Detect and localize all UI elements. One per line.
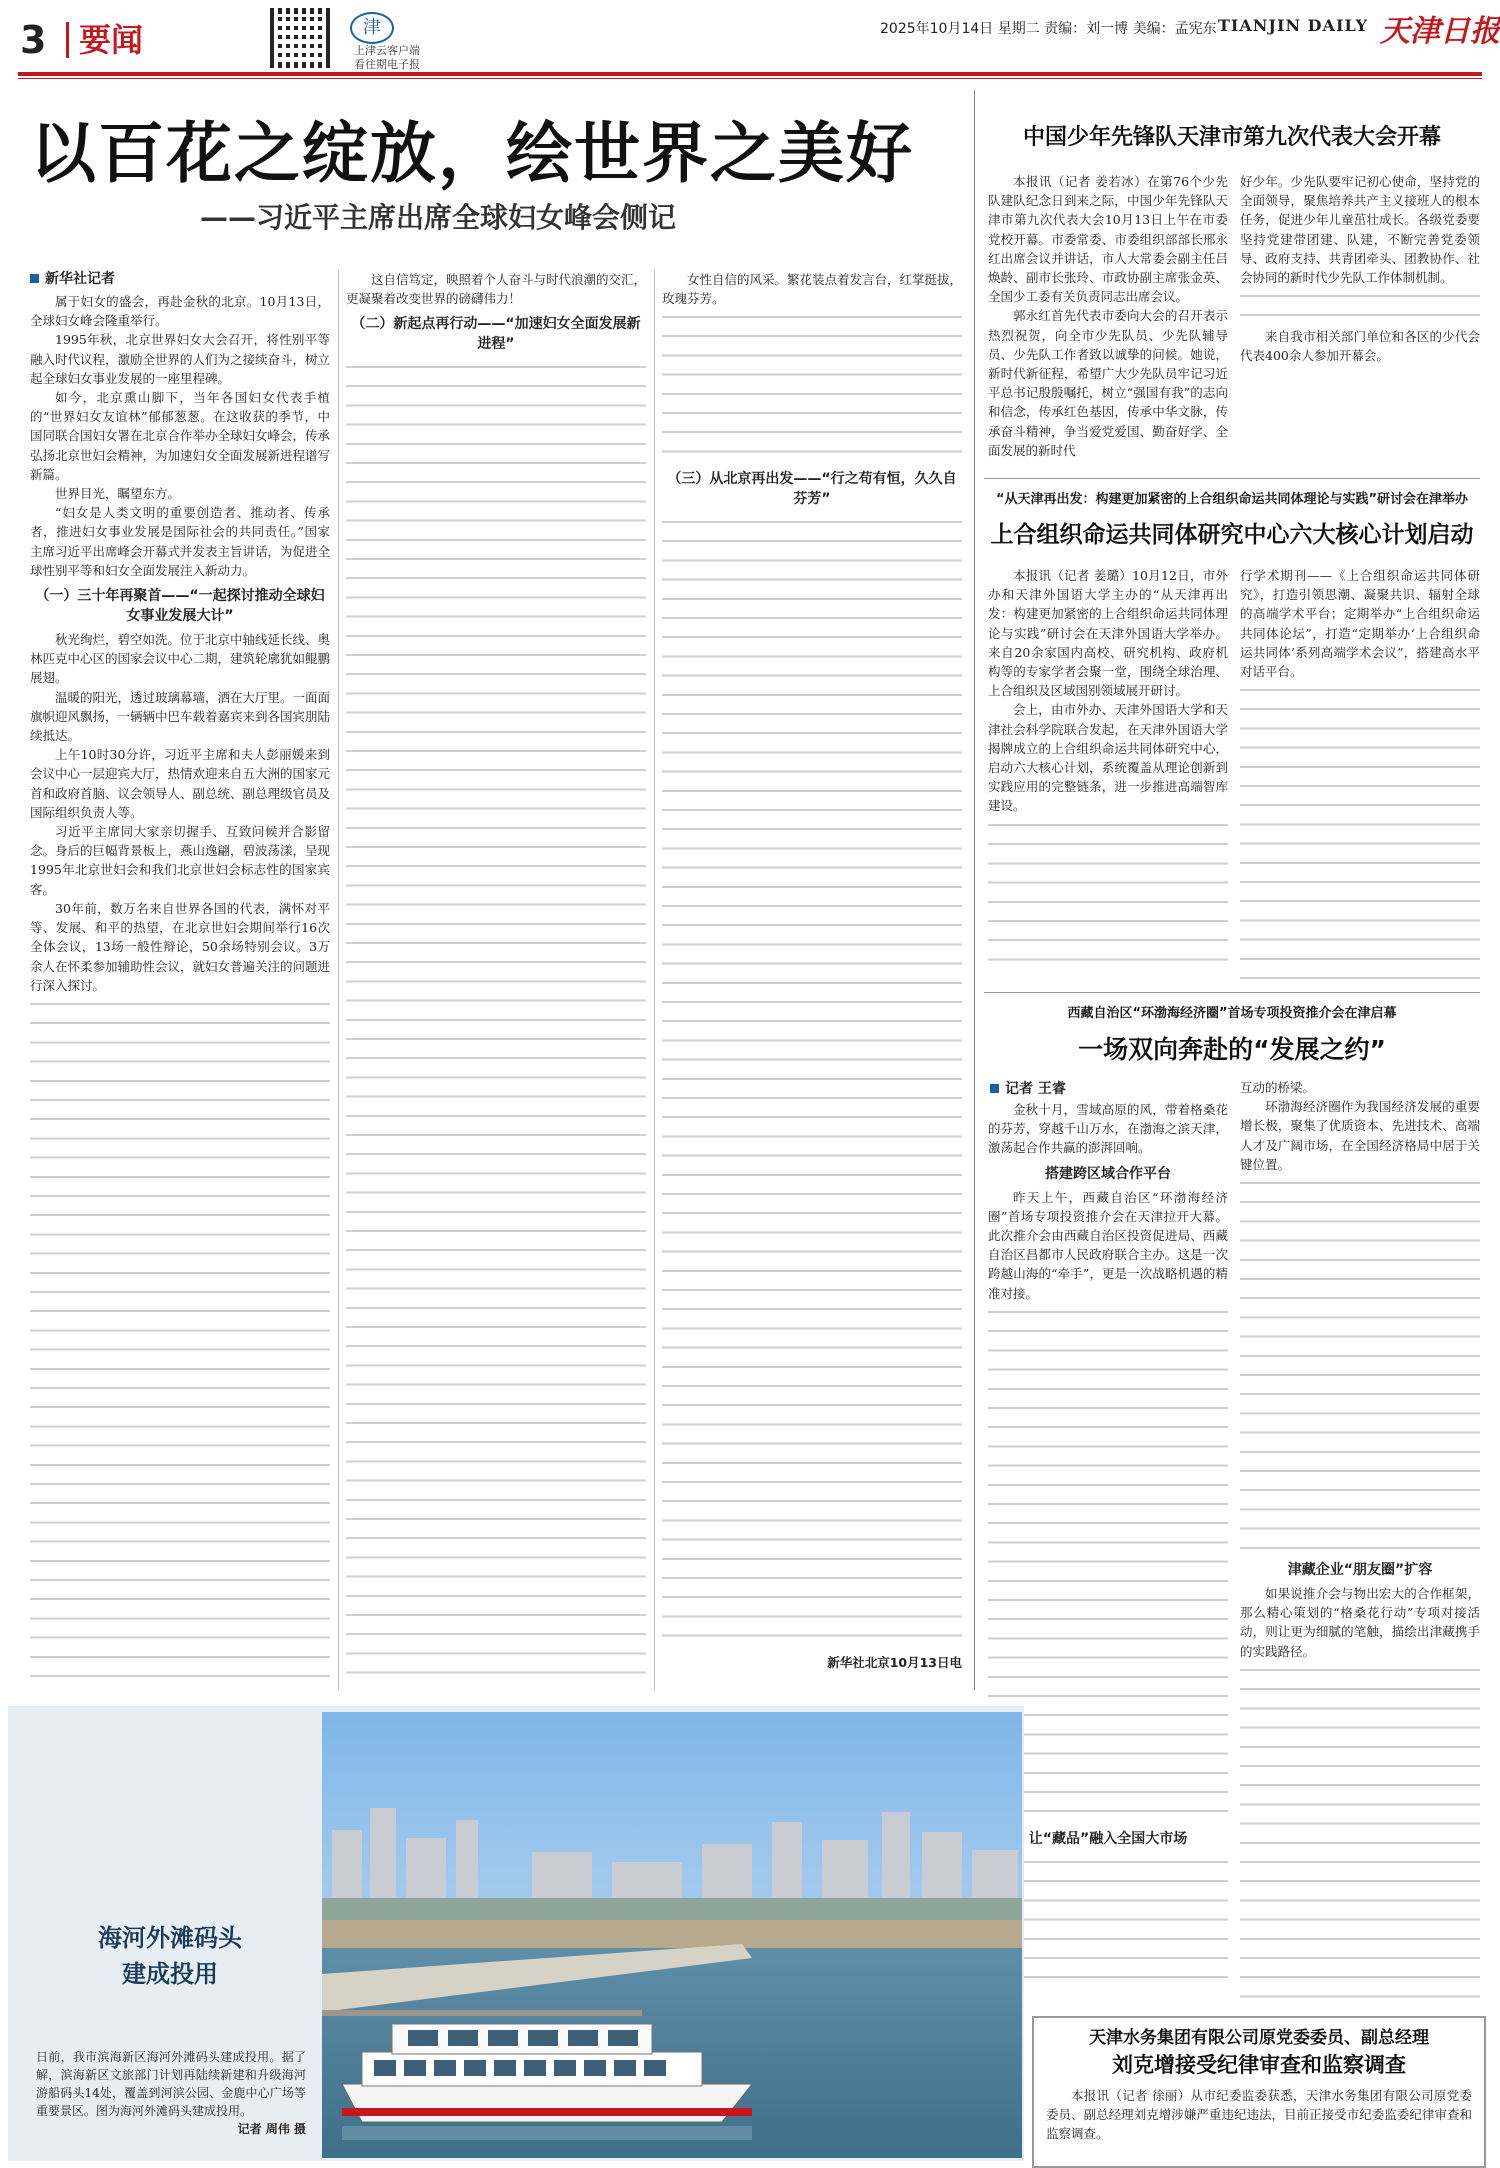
notice-headline-line1: 天津水务集团有限公司原党委委员、副总经理 — [1089, 2028, 1429, 2048]
paper-name-en: TIANJIN DAILY — [1218, 16, 1369, 35]
paragraph: 如果说推介会与物出宏大的合作框架，那么精心策划的“格桑花行动”专项对接活动，则让更为细腻的笔触，描绘出津藏携手的实践路径。 — [1240, 1586, 1480, 1659]
paragraph: 昨天上午，西藏自治区“环渤海经济圈”首场专项投资推介会在天津拉开大幕。此次推介会由西藏自治区投资促进局、西藏自治区昌都市人民政府联合主办。这是一次跨越山海的“牵手”，更是一次战略机遇的精准对接。 — [988, 1189, 1228, 1301]
tibet-subhead-3: 津藏企业“朋友圈”扩容 — [1287, 1562, 1433, 1579]
haihe-wharf-photo — [322, 1712, 1022, 2158]
lead-column-1 — [30, 292, 330, 1692]
text-body-continuation — [988, 1303, 1228, 1823]
tibet-subhead-2: 让“藏品”融入全国大市场 — [1028, 1830, 1188, 1847]
paragraph: 好少年。少先队要牢记初心使命，坚持党的全面领导，聚焦培养共产主义接班人的根本任务，促进少年儿童茁壮成长。各级党委要坚持党建带团建、队建，不断完善党委领导、政府支持、共青团牵头、团教协作、社会协同的新时代少先队工作体制机制。 — [1240, 174, 1480, 286]
paragraph: 30年前，数万名来自世界各国的代表，满怀对平等、发展、和平的热望，在北京世妇会期间举行16次全体会议，13场一般性辩论，50余场特别会议。3万余人在怀柔参加辅助性会议，就妇女普遍关注的问题进行深入探讨。 — [30, 900, 330, 993]
paragraph: 环渤海经济圈作为我国经济发展的重要增长极，聚集了优质资本、先进技术、高端人才及广阔市场，在全国经济格局中居于关键位置。 — [1240, 1099, 1480, 1172]
masthead-rule-thin — [18, 78, 1482, 79]
paragraph: 这自信笃定，映照着个人奋斗与时代浪潮的交汇，更凝聚着改变世界的磅礴伟力！ — [346, 272, 646, 307]
photo-illustration — [322, 1712, 1022, 2158]
paragraph: 如今，北京熏山脚下，当年各国妇女代表手植的“世界妇女友谊林”郁郁葱葱。在这收获的季节，中国同联合国妇女署在北京合作举办全球妇女峰会，传承弘扬北京世妇会精神，为加速妇女全面发展新进程谱写新篇。 — [30, 390, 330, 482]
paragraph: 温暖的阳光，透过玻璃幕墙，洒在大厅里。一面面旗帜迎风飘扬，一辆辆中巴车载着嘉宾来到各国宾朋陆续抵达。 — [30, 689, 330, 744]
lead-column-2 — [346, 270, 646, 1690]
paragraph: 世界目光，瞩望东方。 — [55, 486, 181, 502]
paragraph: “妇女是人类文明的重要创造者、推动者、传承者，推进妇女事业发展是国际社会的共同责任。”国家主席习近平出席峰会开幕式并发表主旨讲话，为促进全球性别平等和妇女全面发展注入新动力。 — [30, 505, 330, 578]
section-divider — [974, 90, 975, 1690]
paragraph: 秋光绚烂，碧空如洗。位于北京中轴线延长线、奥林匹克中心区的国家会议中心二期，建筑轮廓犹如鲲鹏展翅。 — [30, 632, 330, 686]
paragraph: 1995年秋，北京世界妇女大会召开，将性别平等融入时代议程，激励全世界的人们为之接续奋斗，树立起全球妇女事业发展的一座里程碑。 — [30, 332, 330, 386]
story-headline-tibet: 一场双向奔赴的“发展之约” — [1078, 1035, 1386, 1064]
paragraph: 行学术期刊——《上合组织命运共同体研究》，打造引领思潮、凝聚共识、辐射全球的高端学术平台；定期举办“上合组织命运共同体论坛”，打造“定期举办‘上合组织命运共同体’系列高端学术会议”，搭建高水平对话平台。 — [1240, 568, 1480, 680]
paragraph: 来自我市相关部门单位和各区的少代会代表400余人参加开幕会。 — [1240, 329, 1480, 364]
discipline-notice-box — [1032, 2016, 1486, 2168]
app-label-line2: 看往期电子报 — [354, 58, 420, 71]
sco-column-1 — [988, 566, 1228, 986]
text-body-continuation — [662, 308, 962, 463]
section-subhead-2: （二）新起点再行动——“加速妇女全面发展新进程” — [351, 316, 641, 353]
text-body-continuation — [1240, 1661, 1480, 2001]
text-body-continuation — [988, 1853, 1228, 1993]
story-divider — [984, 992, 1480, 993]
lead-headline: 以百花之绽放，绘世界之美好 — [30, 115, 914, 192]
paragraph: 习近平主席同大家亲切握手、互致问候并合影留念。身后的巨幅背景板上，燕山逸翩，碧波荡漾，呈现1995年北京世妇会和我们北京世妇会标志性的国家宾客。 — [30, 824, 330, 897]
tibet-column-2 — [1240, 1078, 1480, 2010]
section-subhead-1: （一）三十年再聚首——“一起探讨推动全球妇女事业发展大计” — [35, 588, 325, 625]
column-divider — [654, 270, 655, 1690]
lead-subhead: ——习近平主席出席全球妇女峰会侧记 — [200, 201, 677, 234]
date-line: 2025年10月14日 星期二 责编：刘一博 美编：孟宪东 — [880, 21, 1217, 37]
lead-byline: 新华社记者 — [30, 268, 115, 288]
story-divider — [984, 478, 1480, 479]
tibet-subhead-1: 搭建跨区域合作平台 — [1045, 1165, 1171, 1182]
notice-headline-line2: 刘克增接受纪律审查和监察调查 — [1112, 2053, 1406, 2077]
photo-caption — [36, 2048, 306, 2138]
text-body-continuation — [30, 995, 330, 1692]
section-title: 要闻 — [66, 22, 143, 58]
text-body-continuation — [1240, 1174, 1480, 1554]
paragraph: 金秋十月，雪域高原的风，带着格桑花的芬芳，穿越千山万水，在渤海之滨天津，激荡起合作共赢的澎湃回响。 — [988, 1102, 1228, 1156]
page-number: 3 — [20, 18, 47, 62]
paragraph: 本报讯（记者 姜璐）10月12日，市外办和天津外国语大学主办的“从天津再出发：构建更加紧密的上合组织命运共同体理论与实践”研讨会在天津外国语大学举办。来自20余家国内高校、研究机构、政府机构等的专家学者会聚一堂，围绕全球治理、上合组织及区域国别领域展开研讨。 — [988, 568, 1228, 699]
paragraph: 互动的桥梁。 — [1240, 1080, 1316, 1095]
story-kicker-sco: “从天津再出发：构建更加紧密的上合组织命运共同体理论与实践”研讨会在津举办 — [995, 492, 1469, 507]
sco-column-2 — [1240, 566, 1480, 986]
text-body-continuation — [988, 816, 1228, 976]
photo-credit: 记者 周伟 摄 — [237, 2122, 306, 2136]
photo-caption-text: 日前，我市滨海新区海河外滩码头建成投用。据了解，滨海新区文旅部门计划再陆续新建和升级海河游船码头14处，覆盖到河滨公园、金鹿中心广场等重要景区。图为海河外滩码头建成投用。 — [36, 2050, 306, 2118]
pioneers-column-2 — [1240, 172, 1480, 472]
paragraph: 本报讯（记者 姜若冰）在第76个少先队建队纪念日到来之际，中国少年先锋队天津市第九次代表大会10月13日上午在市委党校开幕。市委常委、市委组织部部长邢永红出席会议并讲话，市人大常委会副主任吕焕龄、副市长张玲、市政协副主席张金英、全国少工委有关负责同志出席会议。 — [988, 174, 1228, 305]
app-label-line1: 上津云客户端 — [354, 44, 420, 57]
column-divider — [338, 270, 339, 1690]
lead-dateline: 新华社北京10月13日电 — [827, 1655, 962, 1671]
pioneers-column-1 — [988, 172, 1228, 472]
paragraph: 女性自信的风采。繁花装点着发言台，红掌挺拔，玫瑰芬芳。 — [662, 272, 962, 307]
app-label — [342, 44, 432, 72]
paragraph: 属于妇女的盛会，再赴金秋的北京。10月13日，全球妇女峰会隆重举行。 — [30, 294, 330, 329]
qr-code-pattern — [276, 14, 324, 62]
story-headline-sco: 上合组织命运共同体研究中心六大核心计划启动 — [990, 522, 1474, 548]
tibet-byline: 记者 王睿 — [990, 1078, 1066, 1098]
text-body-continuation — [346, 358, 646, 1690]
photo-title-line2: 建成投用 — [122, 1960, 218, 1988]
tibet-column-1 — [988, 1100, 1228, 2010]
text-body-continuation — [1240, 287, 1480, 327]
photo-title-line1: 海河外滩码头 — [98, 1924, 242, 1952]
story-kicker-tibet: 西藏自治区“环渤海经济圈”首场专项投资推介会在津启幕 — [1067, 1006, 1397, 1021]
lead-column-3 — [662, 270, 962, 1690]
photo-title — [60, 1920, 280, 1992]
paper-logo: 天津日报 — [1380, 14, 1500, 49]
paragraph: 上午10时30分许，习近平主席和夫人彭丽媛来到会议中心一层迎宾大厅，热情欢迎来自五大洲的国家元首和政府首脑、议会领导人、副总统、副总理级官员及国际组织负责人等。 — [30, 747, 330, 820]
paragraph: 本报讯（记者 徐丽）从市纪委监委获悉，天津水务集团有限公司原党委委员、副总经理刘克增涉嫌严重违纪违法，目前正接受市纪委监委纪律审查和监察调查。 — [1046, 2088, 1472, 2142]
app-logo-icon: 津 — [350, 12, 394, 44]
notice-body — [1034, 2080, 1484, 2150]
text-body-continuation — [662, 513, 962, 1653]
text-body-continuation — [1240, 681, 1480, 981]
section-subhead-3: （三）从北京再出发——“行之苟有恒，久久自芬芳” — [667, 471, 957, 508]
masthead-rule — [18, 72, 1482, 76]
story-headline-pioneers: 中国少年先锋队天津市第九次代表大会开幕 — [1022, 125, 1441, 150]
paragraph: 郭永红首先代表市委向大会的召开表示热烈祝贺，向全市少先队员、少先队辅导员、少先队工作者致以诚挚的问候。她说，新时代新征程，希望广大少先队员牢记习近平总书记殷殷嘱托，树立“强国有我”的志向和信念，传承红色基因，传承中华文脉，传承奋斗精神，争当爱党爱国、勤奋好学、全面发展的新时代 — [988, 308, 1228, 458]
paragraph: 会上，由市外办、天津外国语大学和天津社会科学院联合发起，在天津外国语大学揭牌成立的上合组织命运共同体研究中心，启动六大核心计划，系统覆盖从理论创新到实践应用的完整链条，进一步推进高端智库建设。 — [988, 702, 1228, 814]
